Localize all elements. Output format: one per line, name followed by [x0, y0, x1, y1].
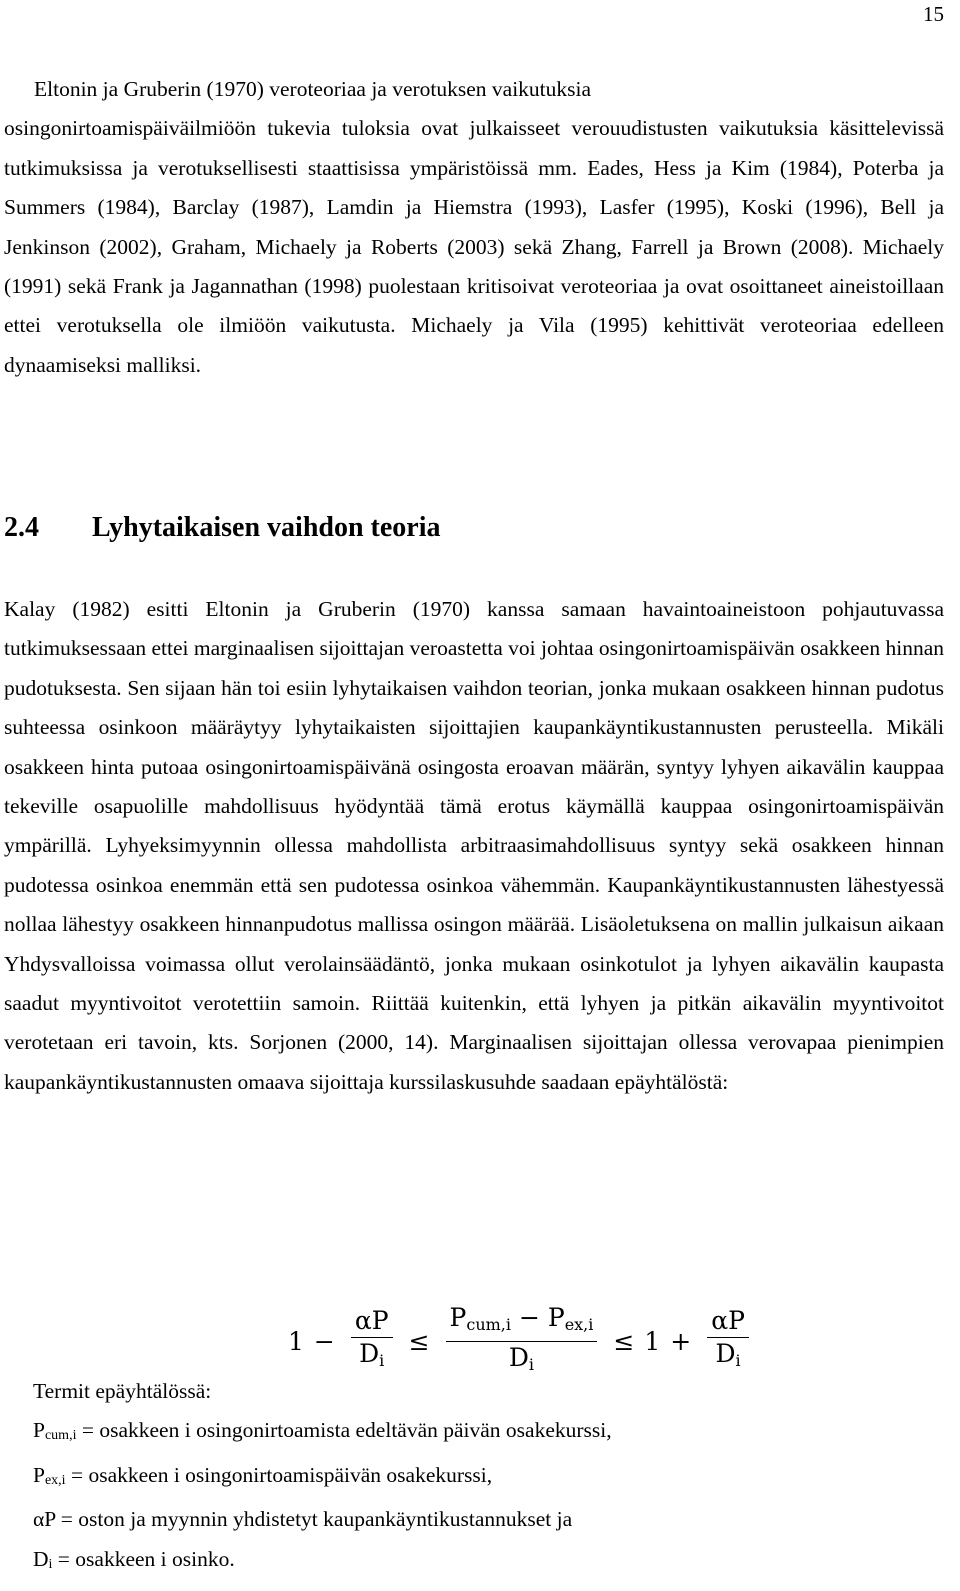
fraction-numerator: αP — [351, 1307, 393, 1338]
formula-one-left: 1 — [288, 1326, 304, 1356]
terms-intro: Termit epäyhtälössä: — [33, 1379, 212, 1403]
denominator-subscript: i — [379, 1351, 385, 1370]
formula-le-right: ≤ — [613, 1326, 635, 1356]
term-definition: = osakkeen i osingonirtoamispäivän osakekurssi, — [65, 1462, 493, 1487]
term-symbol: P — [33, 1418, 45, 1443]
p-ex: P — [547, 1302, 565, 1332]
term-definition: = osakkeen i osinko. — [52, 1546, 235, 1571]
formula-one-right: 1 — [644, 1326, 661, 1356]
denominator-d: D — [359, 1339, 380, 1368]
fraction-denominator — [359, 1338, 384, 1375]
fraction-denominator — [715, 1338, 740, 1375]
term-alphaP: αP = oston ja myynnin yhdistetyt kaupankäyntikustannukset ja — [33, 1507, 573, 1532]
page-number: 15 — [923, 2, 944, 26]
fraction-numerator: αP — [707, 1307, 749, 1338]
p-cum-subscript: cum,i — [466, 1314, 511, 1334]
denominator-d: D — [715, 1339, 736, 1368]
denominator-subscript: i — [735, 1351, 741, 1370]
term-p-cum — [33, 1411, 612, 1455]
numerator-minus: − — [518, 1302, 540, 1332]
denominator-d: D — [508, 1342, 529, 1372]
paragraph-2: Kalay (1982) esitti Eltonin ja Gruberin (1970) kanssa samaan havaintoaineistoon pohjautuvassa tutkimuksessaan ettei marginaalisen sijoittajan veroastetta voi johtaa osingonirtoamispäivän osakkeen hinnan pudotuksesta. Sen sijaan hän toi esiin lyhytaikaisen vaihdon teorian, jonka mukaan osakkeen hinnan pudotus suhteessa osinkoon määräytyy lyhytaikaisten sijoittajien kaupankäyntikustannusten perusteella. Mikäli osakkeen hinta putoaa osingonirtoamispäivänä osingosta eroavan määrän, syntyy lyhyen aikavälin kauppaa tekeville osapuolille mahdollisuus hyödyntää tämä erotus käymällä kauppaa osingonirtoamispäivän ympärillä. Lyhyeksimyynnin ollessa mahdollista arbitraasimahdollisuus syntyy sekä osakkeen hinnan pudotessa osinkoa enemmän että sen pudotessa osinkoa vähemmän. Kaupankäyntikustannusten lähestyessä nollaa lähestyy osakkeen hinnanpudotus mallissa osingon määrää. Lisäoletuksena on mallin julkaisun aikaan Yhdysvalloissa voimassa ollut verolainsäädäntö, jonka mukaan osinkotulot ja lyhyen aikavälin kaupasta saadut myyntivoitot verotettiin samoin. Riittää kuitenkin, että lyhyen ja pitkän aikavälin myyntivoitot verotetaan eri tavoin, kts. Sorjonen (2000, 14). Marginaalisen sijoittajan ollessa verovapaa pienimpien kaupankäyntikustannusten omaava sijoittaja kurssilaskusuhde saadaan epäyhtälöstä: — [4, 597, 944, 1094]
section-number: 2.4 — [4, 512, 39, 543]
term-subscript: cum,i — [44, 1428, 77, 1444]
section-heading — [4, 512, 441, 544]
term-subscript: i — [48, 1556, 53, 1572]
term-subscript: ex,i — [44, 1472, 66, 1488]
term-symbol: P — [33, 1462, 45, 1487]
term-symbol: D — [33, 1546, 49, 1571]
fraction-price-diff-over-D — [446, 1304, 598, 1379]
paragraph-1-first-line: Eltonin ja Gruberin (1970) veroteoriaa ja verotuksen vaikutuksia — [34, 77, 592, 101]
paragraph-1-body: osingonirtoamispäiväilmiöön tukevia tuloksia ovat julkaisseet verouudistusten vaikutuksia käsittelevissä tutkimuksissa ja verotuksellisesti staattisissa ympäristöissä mm. Eades, Hess ja Kim (1984), Poterba ja Summers (1984), Barclay (1987), Lamdin ja Hiemstra (1993), Lasfer (1995), Koski (1996), Bell ja Jenkinson (2002), Graham, Michaely ja Roberts (2003) sekä Zhang, Farrell ja Brown (2008). Michaely (1991) sekä Frank ja Jagannathan (1998) puolestaan kritisoivat veroteoriaa ja ovat osoittaneet aineistoillaan ettei verotuksella ole ilmiöön vaikutusta. Michaely ja Vila (1995) kehittivät veroteoriaa edelleen dynaamiseksi malliksi. — [4, 116, 944, 377]
section-title: Lyhytaikaisen vaihdon teoria — [92, 512, 441, 543]
terms-list — [33, 1372, 612, 1584]
denominator-subscript: i — [528, 1354, 535, 1374]
p-cum: P — [449, 1302, 467, 1332]
fraction-alphaP-over-D-right — [707, 1307, 749, 1375]
formula-plus: + — [670, 1326, 692, 1356]
fraction-numerator-prices — [446, 1304, 598, 1342]
formula-le-left: ≤ — [408, 1326, 430, 1356]
fraction-alphaP-over-D-left — [351, 1307, 393, 1375]
term-dividend — [33, 1540, 612, 1584]
paragraph-1 — [4, 70, 944, 385]
p-ex-subscript: ex,i — [564, 1314, 594, 1334]
inequality-formula — [288, 1302, 755, 1377]
term-p-ex — [33, 1456, 612, 1500]
term-definition: = osakkeen i osingonirtoamista edeltävän päivän osakekurssi, — [76, 1418, 612, 1443]
formula-minus: − — [313, 1326, 335, 1356]
